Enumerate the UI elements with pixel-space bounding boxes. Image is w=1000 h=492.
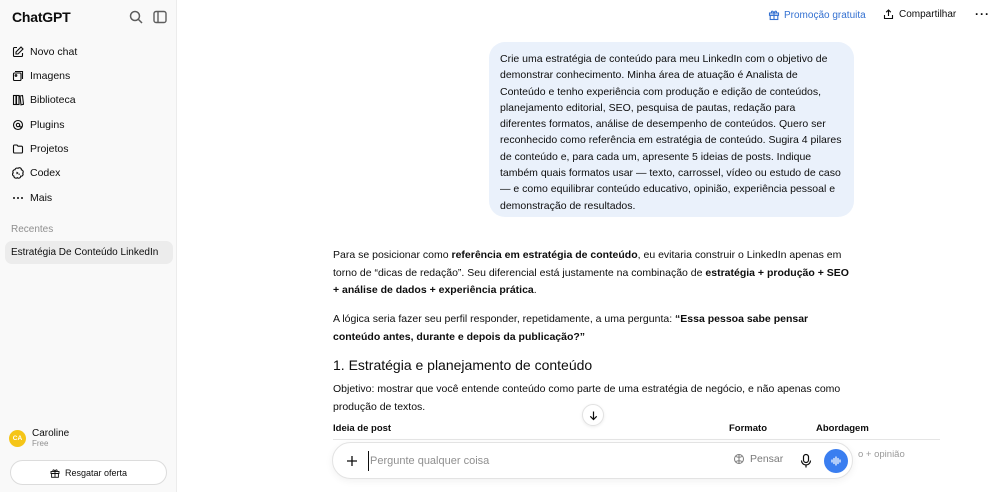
- gift-icon: [50, 468, 60, 478]
- sidebar-item-more[interactable]: [6, 187, 171, 209]
- sidebar-item-library[interactable]: [6, 89, 171, 111]
- user-plan: Free: [32, 439, 49, 448]
- response-paragraph-1: [333, 247, 853, 300]
- search-icon[interactable]: [128, 9, 144, 25]
- microphone-icon[interactable]: [799, 453, 813, 469]
- table-cell-partial: o + opinião: [858, 449, 905, 460]
- sidebar-item-projects[interactable]: [6, 138, 171, 160]
- sidebar-item-new-chat[interactable]: [6, 41, 171, 63]
- sidebar-item-plugins[interactable]: [6, 114, 171, 136]
- lightbulb-icon: [733, 453, 745, 465]
- share-label: Compartilhar: [899, 9, 957, 20]
- user-profile[interactable]: [9, 428, 69, 449]
- more-dots-icon: [12, 192, 24, 204]
- user-name: Caroline: [32, 428, 70, 439]
- library-icon: [12, 94, 24, 106]
- text: , eu evitaria construir o LinkedIn apenas em torno de “dicas de redação”. Seu diferencial está justamente na combinação de: [333, 249, 842, 279]
- claim-offer-label: Resgatar oferta: [64, 467, 128, 478]
- sidebar-item-label: Codex: [30, 167, 61, 179]
- user-message: Crie uma estratégia de conteúdo para meu LinkedIn com o objetivo de demonstrar conhecimento. Minha área de atuação é Analista de Conteúdo e tenho experiência com produção e edição de conteúdos, planejamento editorial, SEO, pesquisa de pautas, redação para diferentes formatos, análise de desempenho de conteúdos. Quero ser reconhecido como referência em estratégia de conteúdo. Sugira 4 pilares de conteúdo e, para cada um, apresente 5 ideias de posts. Indique também quais formatos usar — texto, carrossel, vídeo ou estudo de caso — e como equilibrar conteúdo educativo, opinião, experiência pessoal e demonstração de resultados.: [489, 42, 854, 217]
- table-header: [333, 423, 940, 440]
- sidebar-item-label: Biblioteca: [30, 94, 76, 106]
- more-options-icon[interactable]: ···: [975, 7, 990, 21]
- response-paragraph-3: Objetivo: mostrar que você entende conteúdo como parte de uma estratégia de negócio, e não apenas como produção de textos.: [333, 383, 841, 413]
- plugins-icon: [12, 119, 24, 131]
- arrow-down-icon: [588, 410, 599, 421]
- sidebar-item-label: Imagens: [30, 70, 71, 82]
- sidebar-toggle-icon[interactable]: [152, 9, 168, 25]
- sidebar-item-label: Plugins: [30, 119, 65, 131]
- gift-icon: [768, 9, 780, 21]
- add-attachment-button[interactable]: [342, 451, 362, 471]
- sidebar-item-label: Novo chat: [30, 46, 78, 58]
- new-chat-icon: [12, 46, 24, 58]
- text: A lógica seria fazer seu perfil responder, repetidamente, a uma pergunta:: [333, 313, 676, 325]
- sidebar-item-codex[interactable]: [6, 162, 171, 184]
- column-header: Formato: [729, 423, 767, 434]
- share-button[interactable]: [883, 9, 956, 20]
- think-label: Pensar: [750, 453, 784, 465]
- response-paragraph-2: [333, 311, 853, 346]
- voice-mode-button[interactable]: [824, 449, 848, 473]
- sidebar-item-label: Projetos: [30, 143, 69, 155]
- composer: [332, 442, 853, 479]
- column-header: Abordagem: [816, 423, 869, 434]
- bold-text: “Essa pessoa sabe pensar conteúdo antes, durante e depois da publicação?”: [333, 313, 809, 343]
- share-icon: [883, 9, 894, 20]
- images-icon: [12, 70, 24, 82]
- scroll-to-bottom-button[interactable]: [582, 404, 604, 426]
- claim-offer-button[interactable]: [10, 460, 167, 485]
- sidebar-item-images[interactable]: [6, 65, 171, 87]
- prompt-input[interactable]: [368, 451, 668, 471]
- plus-icon: [346, 455, 358, 467]
- avatar: CA: [9, 430, 26, 447]
- text: .: [533, 284, 537, 296]
- app-logo[interactable]: ChatGPT: [12, 9, 71, 25]
- text: Para se posicionar como: [333, 249, 452, 261]
- think-button[interactable]: [733, 453, 783, 465]
- waveform-icon: [830, 455, 842, 467]
- sidebar: [0, 0, 177, 492]
- promo-button[interactable]: [768, 9, 866, 21]
- folder-icon: [12, 143, 24, 155]
- column-header: Ideia de post: [333, 423, 392, 434]
- bold-text: estratégia + produção + SEO + análise de dados + experiência prática: [333, 266, 849, 296]
- promo-label: Promoção gratuita: [784, 9, 866, 21]
- bold-text: referência em estratégia de conteúdo: [451, 249, 638, 261]
- section-heading: 1. Estratégia e planejamento de conteúdo: [333, 357, 593, 373]
- codex-icon: [12, 167, 24, 179]
- recent-section-label: Recentes: [11, 224, 54, 235]
- sidebar-item-label: Mais: [30, 192, 53, 204]
- recent-chat-item[interactable]: Estratégia De Conteúdo LinkedIn: [5, 241, 173, 264]
